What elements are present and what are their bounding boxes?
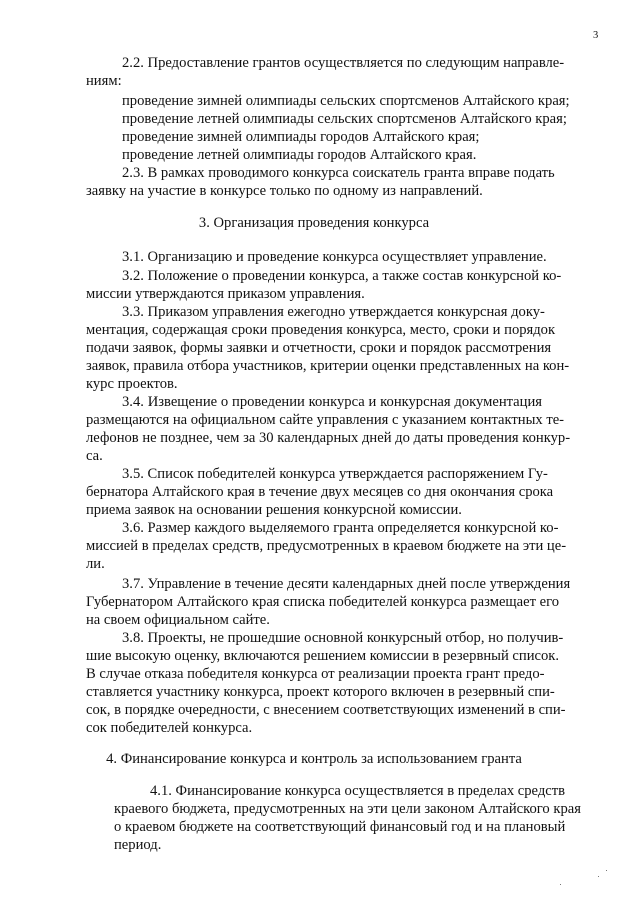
text-line: сок, в порядке очередности, с внесением соответствующих изменений в спи- <box>86 702 566 718</box>
text-line: миссией в пределах средств, предусмотренных в краевом бюджете на эти це- <box>86 538 567 554</box>
text-line: сок победителей конкурса. <box>86 720 253 736</box>
text-line: 3.4. Извещение о проведении конкурса и конкурсная документация <box>122 394 542 410</box>
text-line: 4.1. Финансирование конкурса осуществляется в пределах средств <box>150 783 566 799</box>
text-line: курс проектов. <box>86 376 178 392</box>
text-line: 3.6. Размер каждого выделяемого гранта определяется конкурсной ко- <box>122 520 559 536</box>
text-line: шие высокую оценку, включаются решением комиссии в резервный список. <box>86 648 560 664</box>
text-line: размещаются на официальном сайте управления с указанием контактных те- <box>86 412 565 428</box>
text-line: 3.2. Положение о проведении конкурса, а также состав конкурсной ко- <box>122 268 562 284</box>
text-line: подачи заявок, формы заявки и отчетности, сроки и порядок рассмотрения <box>86 340 552 356</box>
text-line: са. <box>86 448 103 464</box>
text-line: проведение летней олимпиады сельских спортсменов Алтайского края; <box>122 111 567 127</box>
text-line: миссии утверждаются приказом управления. <box>86 286 365 302</box>
text-line: заявок, правила отбора участников, критерии оценки представленных на кон- <box>86 358 570 374</box>
page-number: 3 <box>593 30 599 41</box>
text-line: ниям: <box>86 73 122 89</box>
text-line: проведение зимней олимпиады городов Алтайского края; <box>122 129 480 145</box>
text-line: приема заявок на основании решения конкурсной комиссии. <box>86 502 462 518</box>
text-line: заявку на участие в конкурсе только по одному из направлений. <box>86 183 483 199</box>
scan-speck <box>598 876 599 877</box>
text-line: 3.1. Организацию и проведение конкурса осуществляет управление. <box>122 249 547 265</box>
text-line: на своем официальном сайте. <box>86 612 270 628</box>
text-line: краевого бюджета, предусмотренных на эти цели законом Алтайского края <box>114 801 581 817</box>
section-heading: 3. Организация проведения конкурса <box>198 215 430 231</box>
text-line: ли. <box>86 556 105 572</box>
section-heading: 4. Финансирование конкурса и контроль за использованием гранта <box>106 751 522 767</box>
text-line: ставляется участнику конкурса, проект которого включен в резервный спи- <box>86 684 555 700</box>
scan-speck <box>560 884 561 885</box>
text-line: В случае отказа победителя конкурса от реализации проекта грант предо- <box>86 666 545 682</box>
text-line: Губернатором Алтайского края списка победителей конкурса размещает его <box>86 594 560 610</box>
text-line: лефонов не позднее, чем за 30 календарных дней до даты проведения конкур- <box>86 430 571 446</box>
text-line: 3.3. Приказом управления ежегодно утверждается конкурсная доку- <box>122 304 545 320</box>
text-line: бернатора Алтайского края в течение двух месяцев со дня окончания срока <box>86 484 554 500</box>
text-line: 3.5. Список победителей конкурса утверждается распоряжением Гу- <box>122 466 548 482</box>
text-line: проведение летней олимпиады городов Алтайского края. <box>122 147 477 163</box>
scan-speck <box>606 870 607 871</box>
text-line: о краевом бюджете на соответствующий финансовый год и на плановый <box>114 819 566 835</box>
text-line: 3.7. Управление в течение десяти календарных дней после утверждения <box>122 576 571 592</box>
text-line: 2.2. Предоставление грантов осуществляется по следующим направле- <box>122 55 565 71</box>
text-line: период. <box>114 837 162 853</box>
text-line: 2.3. В рамках проводимого конкурса соискатель гранта вправе подать <box>122 165 555 181</box>
text-line: 3.8. Проекты, не прошедшие основной конкурсный отбор, но получив- <box>122 630 564 646</box>
text-line: проведение зимней олимпиады сельских спортсменов Алтайского края; <box>122 93 570 109</box>
text-line: ментация, содержащая сроки проведения конкурса, место, сроки и порядок <box>86 322 556 338</box>
